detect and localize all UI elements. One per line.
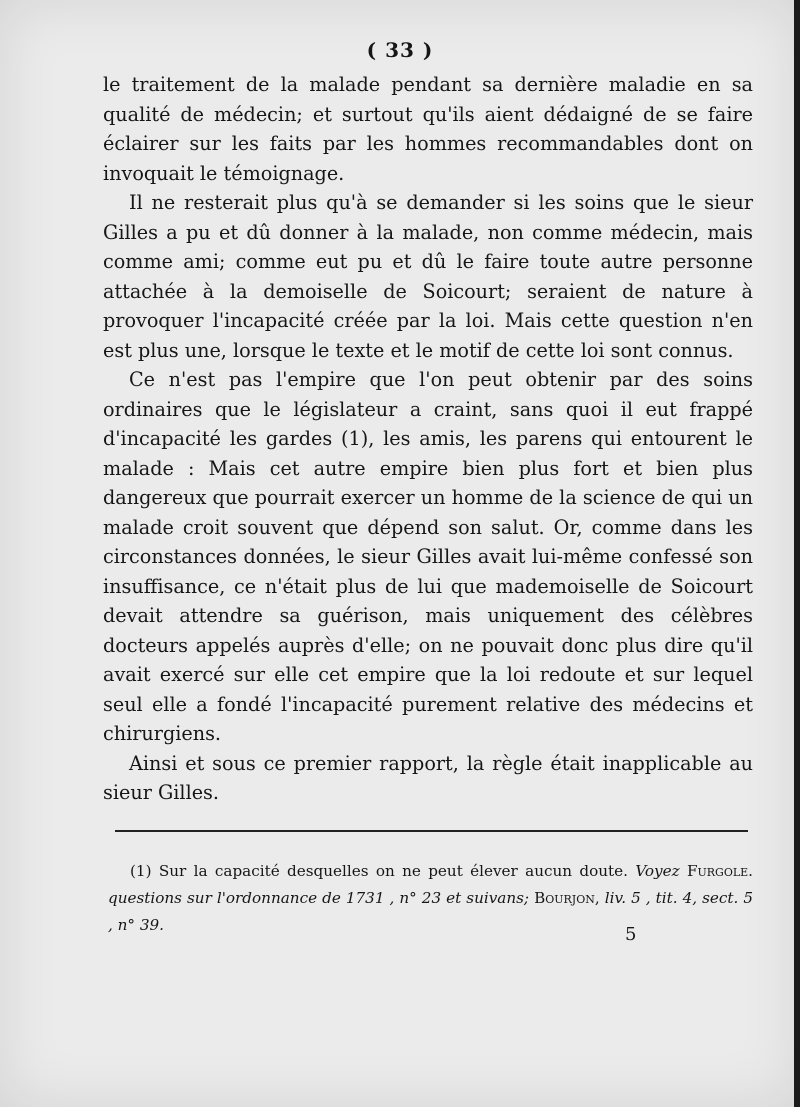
body-text	[103, 70, 753, 808]
paragraph-3: Ce n'est pas l'empire que l'on peut obtenir par des soins ordinaires que le législateur a craint, sans quoi il eut frappé d'incapacité les gardes (1), les amis, les parens qui entourent le malade : Mais cet autre empire bien plus fort et bien plus dangereux que pourrait exercer un homme de la science de qui un malade croit souvent que dépend son salut. Or, comme dans les circonstances données, le sieur Gilles avait lui-même confessé son insuffisance, ce n'était plus de lui que mademoiselle de Soicourt devait attendre sa guérison, mais uniquement des célèbres docteurs appelés auprès d'elle; on ne pouvait donc plus dire qu'il avait exercé sur elle cet empire que la loi redoute et sur lequel seul elle a fondé l'incapacité purement relative des médecins et chirurgiens.	[103, 368, 753, 745]
footnote	[108, 858, 753, 939]
footnote-title: questions sur l'ordonnance de 1731 , n° 23 et suivans;	[108, 889, 530, 907]
paragraph-2: Il ne resterait plus qu'à se demander si les soins que le sieur Gilles a pu et dû donner à la malade, non comme médecin, mais comme ami; comme eut pu et dû le faire toute autre personne attachée à la demoiselle de Soicourt; seraient de nature à provoquer l'incapacité créée par la loi. Mais cette question n'en est plus une, lorsque le texte et le motif de cette loi sont connus.	[103, 191, 753, 362]
footnote-reference: liv. 5 , tit. 4, sect. 5 , n° 39.	[108, 889, 754, 934]
page-number: ( 33 )	[366, 38, 434, 62]
paragraph-4: Ainsi et sous ce premier rapport, la règle était inapplicable au sieur Gilles.	[103, 751, 753, 804]
footnote-rule	[115, 830, 748, 832]
footnote-text	[108, 858, 753, 939]
footnote-author-furgole: Furgole.	[686, 862, 754, 880]
footnote-intro: (1) Sur la capacité desquelles on ne peut élever aucun doute.	[130, 862, 628, 880]
footnote-author-bourjon: Bourjon,	[534, 889, 600, 907]
footnote-voyez: Voyez	[635, 862, 680, 880]
paragraph-1: le traitement de la malade pendant sa dernière maladie en sa qualité de médecin; et surtout qu'ils aient dédaigné de se faire éclairer sur les faits par les hommes recommandables dont on invoquait le témoignage.	[103, 73, 753, 185]
signature-mark: 5	[625, 924, 637, 945]
page-edge-shadow	[794, 0, 800, 1107]
